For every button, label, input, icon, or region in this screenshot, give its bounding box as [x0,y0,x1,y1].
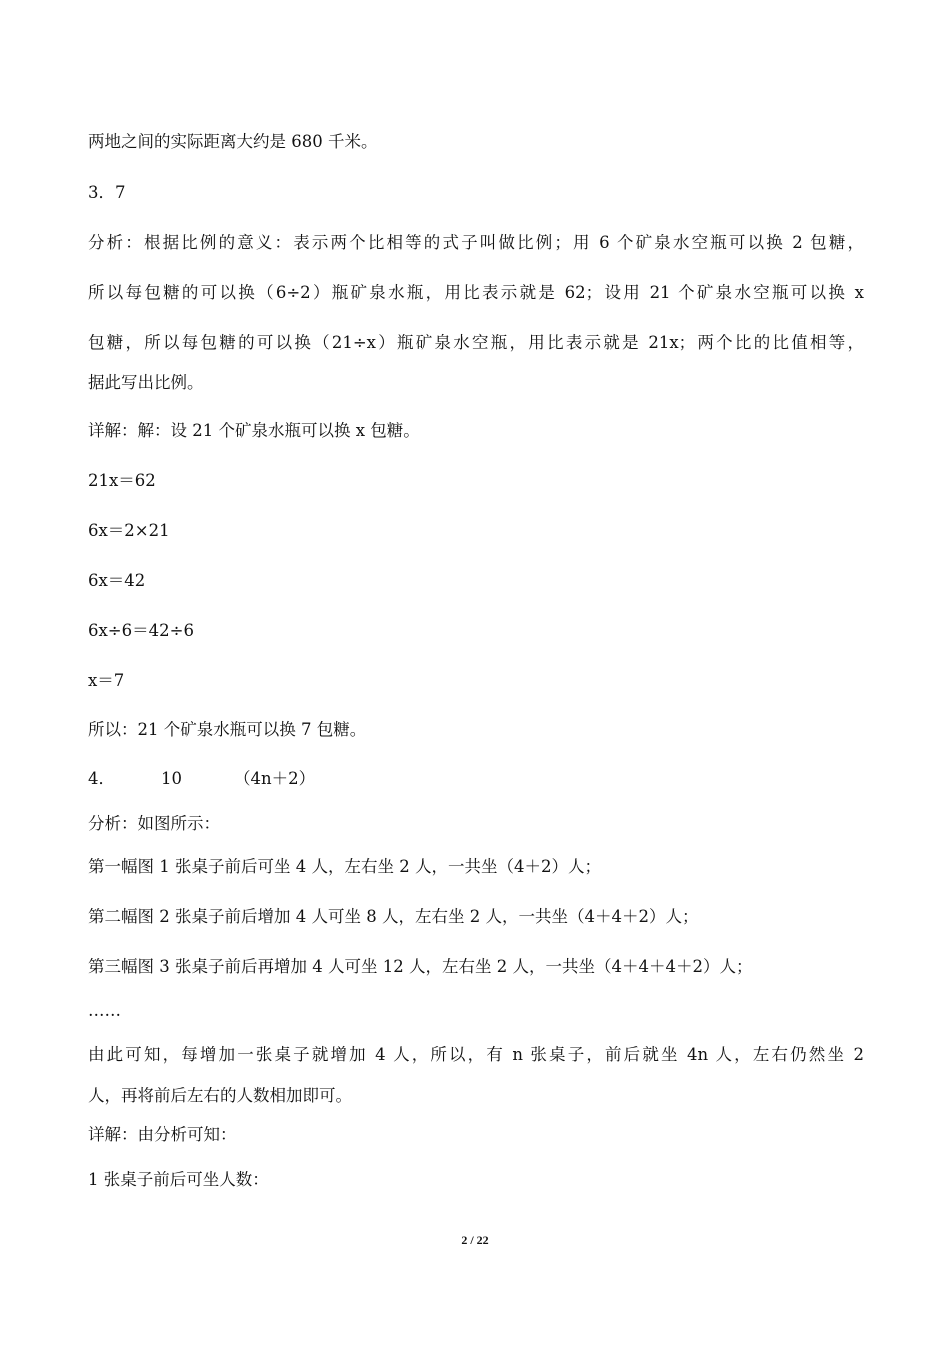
analysis-line: 分析：如图所示： [88,814,220,833]
ellipsis-line: …… [88,1001,121,1020]
analysis-line: 第一幅图 1 张桌子前后可坐 4 人，左右坐 2 人，一共坐（4＋2）人； [88,857,601,876]
equation-line: 21x＝62 [88,471,156,490]
question-4-answer-line [88,768,315,790]
analysis-line: 由此可知，每增加一张桌子就增加 4 人，所以，有 n 张桌子，前后就坐 4n 人，左右仍然坐 2 [88,1045,864,1064]
analysis-line: 第二幅图 2 张桌子前后增加 4 人可坐 8 人，左右坐 2 人，一共坐（4＋4＋2）人； [88,907,699,926]
analysis-line: 包糖，所以每包糖的可以换（21÷x）瓶矿泉水空瓶，用比表示就是 21x；两个比的比值相等， [88,333,864,352]
question-number: 4． [88,769,115,788]
analysis-line: 分析：根据比例的意义：表示两个比相等的式子叫做比例；用 6 个矿泉水空瓶可以换 2 包糖， [88,233,864,252]
answer-blank-1: 10 [161,769,182,788]
analysis-line: 所以每包糖的可以换（6÷2）瓶矿泉水瓶，用比表示就是 62；设用 21 个矿泉水空瓶可以换 x [88,283,864,302]
equation-line: 6x＝2×21 [88,521,170,540]
equation-line: 6x＝42 [88,571,146,590]
analysis-line: 人，再将前后左右的人数相加即可。 [88,1086,352,1105]
page-number: 2 / 22 [461,1233,489,1247]
text-line: 两地之间的实际距离大约是 680 千米。 [88,132,378,151]
answer-blank-2: （4n＋2） [234,769,316,788]
equation-line: x＝7 [88,671,125,690]
solution-line: 1 张桌子前后可坐人数： [88,1170,269,1189]
equation-line: 6x÷6＝42÷6 [88,621,194,640]
analysis-line: 据此写出比例。 [88,373,204,392]
solution-line: 详解：解：设 21 个矿泉水瓶可以换 x 包糖。 [88,421,420,440]
solution-line: 详解：由分析可知： [88,1125,237,1144]
conclusion-line: 所以：21 个矿泉水瓶可以换 7 包糖。 [88,720,367,739]
answer-number: 3．7 [88,183,126,202]
analysis-line: 第三幅图 3 张桌子前后再增加 4 人可坐 12 人，左右坐 2 人，一共坐（4＋4＋4＋2）人； [88,957,753,976]
